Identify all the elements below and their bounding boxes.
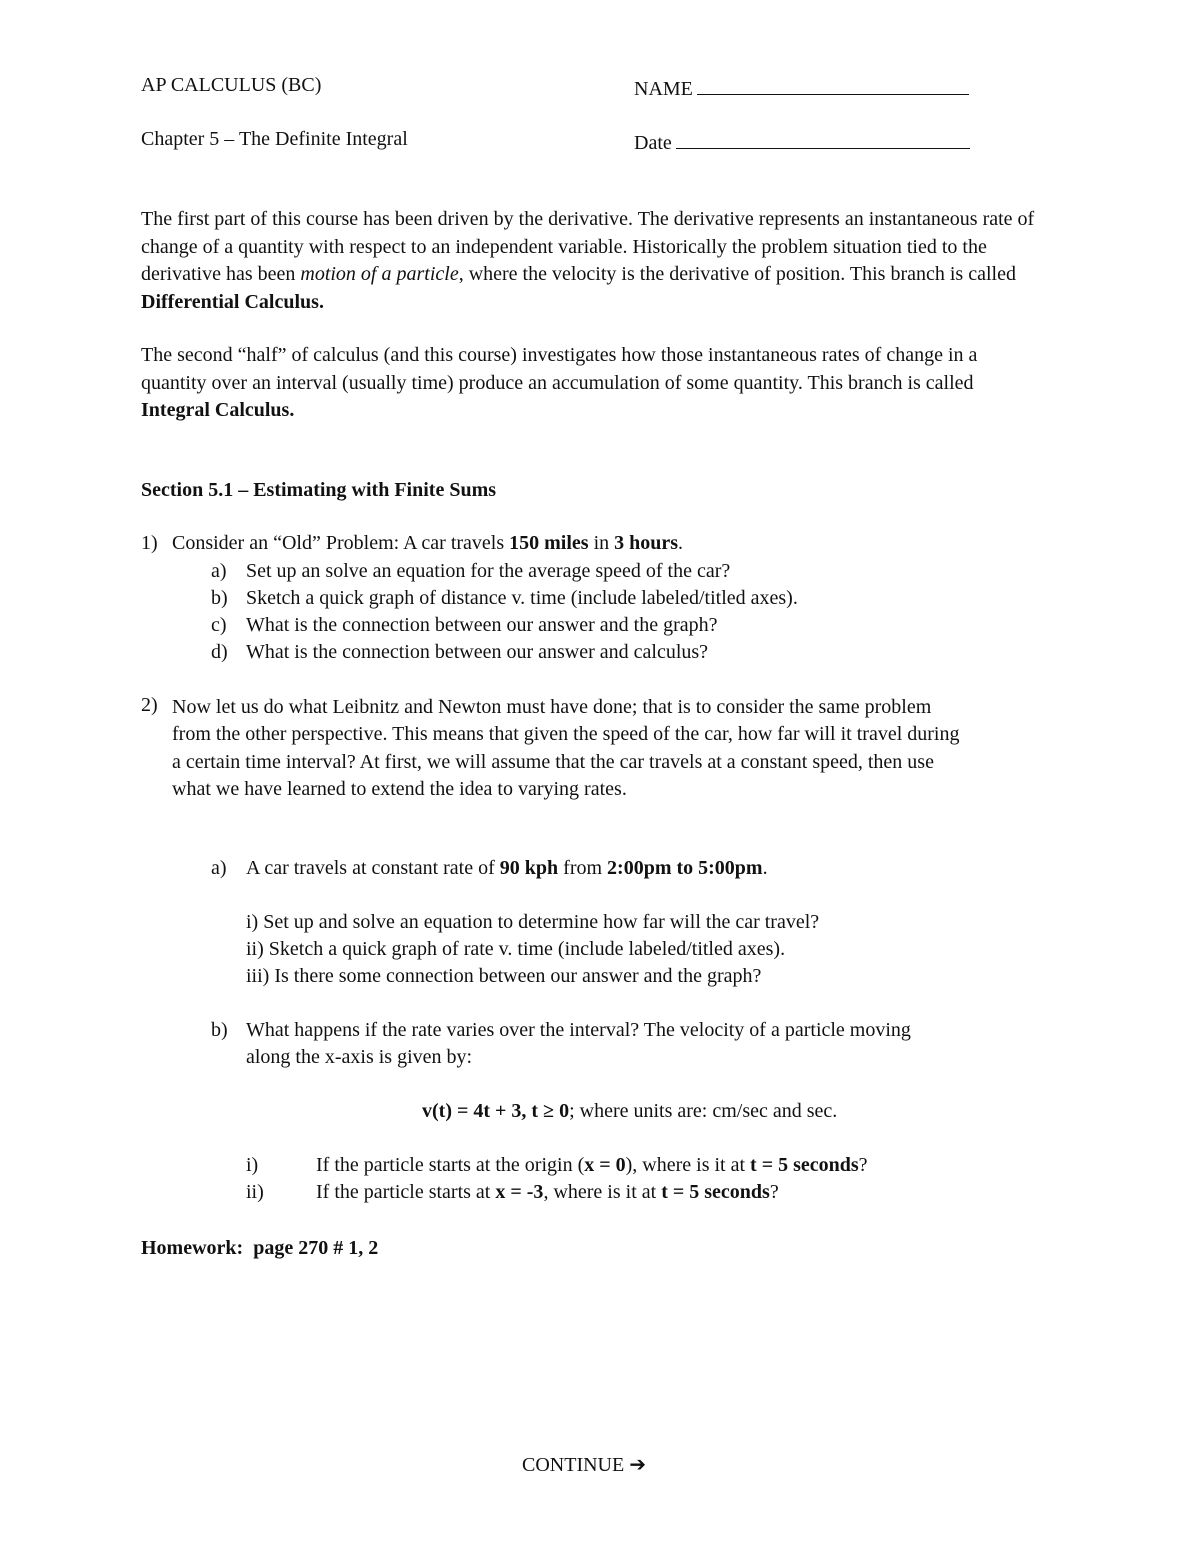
course-title: AP CALCULUS (BC) [141,74,322,96]
name-label: NAME [634,78,693,100]
question-1c: c) What is the connection between our answer and the graph? [211,614,718,636]
continue-indicator [522,1452,646,1477]
name-blank-line[interactable] [697,74,969,95]
differential-calculus-term: Differential Calculus. [141,290,324,313]
continue-label: CONTINUE [522,1454,625,1476]
chapter-title: Chapter 5 – The Definite Integral [141,128,408,150]
question-2a: a) A car travels at constant rate of 90 kph from 2:00pm to 5:00pm. [211,857,768,879]
question-2: Now let us do what Leibnitz and Newton must have done; that is to consider the same problem from the other perspective. This means that given the speed of the car, how far will it travel during a certain time interval? At first, we will assume that the car travels at a constant speed, then use what we have learned to extend the idea to varying rates. [172,696,960,800]
homework [141,1237,378,1260]
question-2a-iii: iii) Is there some connection between our answer and the graph? [246,965,762,987]
question-1: 1) Consider an “Old” Problem: A car travels 150 miles in 3 hours. [141,532,684,554]
velocity-formula: v(t) = 4t + 3, t ≥ 0; where units are: cm/sec and sec. [422,1100,838,1122]
arrow-right-icon: ➔ [629,1452,646,1476]
intro-paragraph-1: The first part of this course has been driven by the derivative. The derivative represents an instantaneous rate of change of a quantity with respect to an independent variable. Historically the problem situation tied to the derivative has been motion of a particle, where the velocity is the derivative of position. This branch is called Differential Calculus. [141,208,1035,313]
question-2b-ii: ii) If the particle starts at x = -3, where is it at t = 5 seconds? [246,1181,779,1203]
homework-assignment: page 270 # 1, 2 [253,1237,379,1259]
question-2b-line2: along the x-axis is given by: [246,1046,473,1068]
intro-paragraph-2: The second “half” of calculus (and this course) investigates how those instantaneous rates of change in a quantity over an interval (usually time) produce an accumulation of some quantity. This branch is called Integral Calculus. [141,344,978,421]
question-2b-i: i) If the particle starts at the origin (x = 0), where is it at t = 5 seconds? [246,1154,868,1176]
section-heading: Section 5.1 – Estimating with Finite Sums [141,479,497,501]
date-blank-line[interactable] [676,128,970,149]
question-2b: b) What happens if the rate varies over the interval? The velocity of a particle moving [211,1019,911,1041]
motion-of-particle-emphasis: motion of a particle [300,263,459,285]
question-1d: d) What is the connection between our answer and calculus? [211,641,709,663]
question-number: 1) [141,532,158,554]
question-2a-i: i) Set up and solve an equation to determine how far will the car travel? [246,911,820,933]
question-1a: a) Set up an solve an equation for the average speed of the car? [211,560,731,582]
question-2-number: 2) [141,694,158,716]
homework-label: Homework: [141,1237,244,1259]
name-field[interactable] [634,74,969,101]
integral-calculus-term: Integral Calculus. [141,399,295,421]
question-2a-ii: ii) Sketch a quick graph of rate v. time (include labeled/titled axes). [246,938,786,960]
date-field[interactable] [634,128,970,155]
question-1b: b) Sketch a quick graph of distance v. time (include labeled/titled axes). [211,587,798,609]
date-label: Date [634,132,672,154]
